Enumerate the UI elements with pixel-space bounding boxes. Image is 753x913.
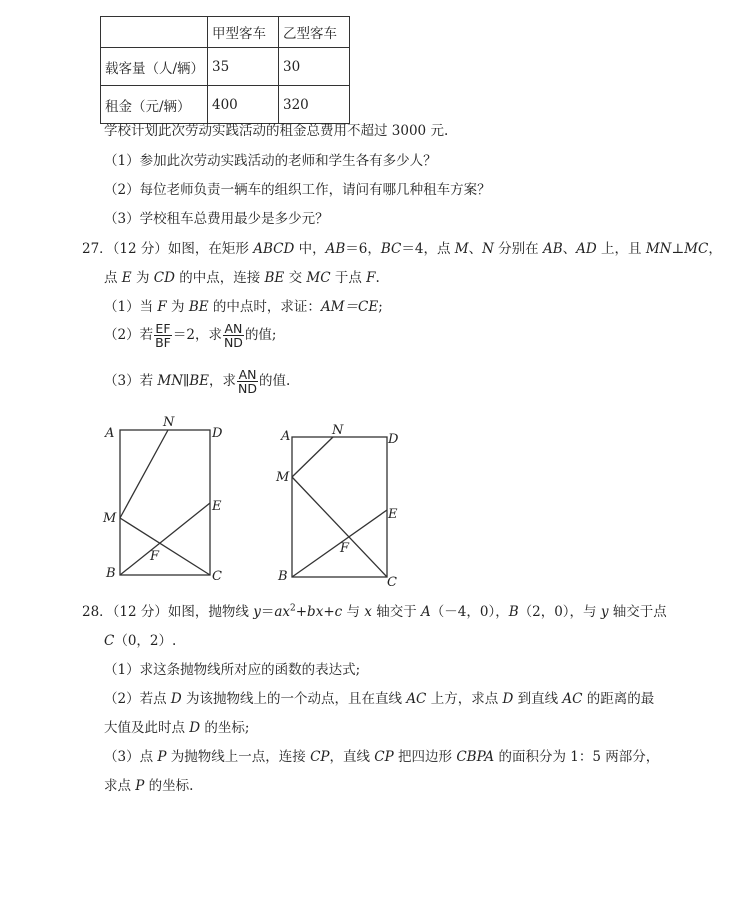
math: F <box>157 299 167 315</box>
math: AC <box>406 691 427 707</box>
label-m: M <box>103 511 117 526</box>
label-e: E <box>388 507 398 522</box>
math: F <box>366 270 376 286</box>
text: 27．（12 分）如图，在矩形 <box>82 241 254 257</box>
table-cell: 30 <box>279 48 350 86</box>
figure-1 <box>120 430 210 575</box>
math: E <box>121 270 132 286</box>
math: x <box>364 604 372 620</box>
math: D <box>170 691 182 707</box>
math: MN∥BE <box>157 373 210 390</box>
text: （3）若 <box>104 373 158 390</box>
label-b: B <box>278 569 288 584</box>
text: 轴交于 <box>371 604 422 620</box>
text: ＝ <box>260 604 275 620</box>
table-cell: 400 <box>208 86 279 124</box>
math: A <box>421 604 431 620</box>
text: 上，且 <box>596 241 646 257</box>
math: CD <box>153 270 175 286</box>
label-a: A <box>105 426 115 441</box>
text: 分别在 <box>493 241 543 257</box>
rectangle-abcd <box>292 437 387 577</box>
math: CP <box>310 749 330 765</box>
label-f: F <box>340 541 350 556</box>
math: B <box>508 604 519 620</box>
label-d: D <box>212 426 223 441</box>
math: AC <box>562 691 583 707</box>
label-a: A <box>281 429 291 444</box>
text: ，求 <box>209 373 237 390</box>
text: 的面积分为 1：5 两部分， <box>494 749 660 765</box>
text: 的中点，连接 <box>174 270 265 286</box>
label-n: N <box>332 423 344 438</box>
text: （3）点 <box>104 749 158 765</box>
table-cell: 35 <box>208 48 279 86</box>
text: 的值. <box>259 373 291 390</box>
text: ， <box>708 241 722 257</box>
label-d: D <box>388 432 399 447</box>
segment-be <box>120 503 210 575</box>
label-n: N <box>163 415 175 430</box>
segment-mc <box>120 518 210 575</box>
fraction-denominator: BF <box>155 335 171 351</box>
text: ; <box>378 299 383 315</box>
text: 于点 <box>330 270 367 286</box>
rectangle-abcd <box>120 430 210 575</box>
math: C <box>104 633 115 649</box>
math: D <box>502 691 514 707</box>
text: 的距离的最 <box>582 691 655 707</box>
math: y <box>600 604 609 620</box>
q26-part1: （1）参加此次劳动实践活动的老师和学生各有多少人？ <box>104 153 437 169</box>
math: BE <box>264 270 285 286</box>
label-f: F <box>150 549 160 564</box>
text: 求点 <box>104 778 136 794</box>
table-cell: 载客量（人/辆） <box>101 48 208 86</box>
text: 交 <box>284 270 307 286</box>
text: 上方，求点 <box>426 691 503 707</box>
label-c: C <box>212 569 222 584</box>
text: 与 <box>342 604 365 620</box>
text: （1）当 <box>104 299 158 315</box>
math: +bx+c <box>295 604 343 620</box>
math: MN⊥MC <box>645 241 709 257</box>
fraction-numerator: EF <box>155 321 171 336</box>
math: BC <box>380 241 402 257</box>
text: 的坐标; <box>200 720 250 736</box>
math: ax <box>274 604 291 620</box>
text: . <box>375 270 380 286</box>
math: P <box>157 749 167 765</box>
q28-part2 <box>104 687 654 707</box>
math: y <box>253 604 261 620</box>
math: N <box>482 241 494 257</box>
text: 的坐标. <box>144 778 194 794</box>
text: 的中点时，求证： <box>208 299 321 315</box>
text: 、 <box>468 241 483 257</box>
segment-mn <box>120 430 168 518</box>
table-cell: 乙型客车 <box>279 17 350 48</box>
text: （2）若 <box>104 327 154 344</box>
q28-line2 <box>104 629 176 649</box>
math: AM＝CE <box>320 299 379 315</box>
q26-part2: （2）每位老师负责一辆车的组织工作，请问有哪几种租车方案？ <box>104 182 491 198</box>
text: （－4，0）， <box>430 604 509 620</box>
text: 为 <box>131 270 154 286</box>
text: ＝6， <box>345 241 381 257</box>
math: BE <box>188 299 209 315</box>
label-b: B <box>106 566 116 581</box>
label-m: M <box>276 470 290 485</box>
text: 、 <box>562 241 577 257</box>
q28-part3 <box>104 745 659 765</box>
text: 中， <box>294 241 326 257</box>
segment-mn <box>292 437 333 477</box>
text: 点 <box>104 270 122 286</box>
label-e: E <box>212 499 222 514</box>
text: 轴交于点 <box>608 604 667 620</box>
text: 大值及此时点 <box>104 720 190 736</box>
text: 把四边形 <box>393 749 457 765</box>
q28-part2-line2 <box>104 716 249 736</box>
label-c: C <box>387 575 397 590</box>
text: 的值; <box>244 327 277 344</box>
fraction-denominator: ND <box>238 381 258 397</box>
table-cell: 320 <box>279 86 350 124</box>
text: （2）若点 <box>104 691 171 707</box>
q28-part3-line2 <box>104 774 193 794</box>
math-exponent: 2 <box>290 603 296 614</box>
text: 为该抛物线上的一个动点，且在直线 <box>181 691 407 707</box>
text: ，直线 <box>329 749 375 765</box>
math: CP <box>374 749 394 765</box>
math: AB <box>325 241 346 257</box>
q26-budget-text: 学校计划此次劳动实践活动的租金总费用不超过 3000 元. <box>104 123 449 139</box>
text: ＝2，求 <box>172 327 222 344</box>
figure-2 <box>292 437 387 577</box>
fraction-numerator: AN <box>224 321 243 336</box>
math: CBPA <box>456 749 495 765</box>
math: M <box>454 241 469 257</box>
math: D <box>189 720 201 736</box>
q28-line1 <box>82 600 667 620</box>
table-cell: 甲型客车 <box>208 17 279 48</box>
text: 到直线 <box>513 691 563 707</box>
text: （0，2）. <box>114 633 177 649</box>
segment-mc <box>292 477 387 577</box>
text: ＝4，点 <box>401 241 455 257</box>
table-cell: 租金（元/辆） <box>101 86 208 124</box>
text: 28．（12 分）如图，抛物线 <box>82 604 254 620</box>
text: 为抛物线上一点，连接 <box>166 749 311 765</box>
math: AD <box>576 241 597 257</box>
figure-2-labels <box>275 423 399 590</box>
q26-part3: （3）学校租车总费用最少是多少元？ <box>104 211 329 227</box>
q28-part1: （1）求这条抛物线所对应的函数的表达式; <box>104 662 361 678</box>
math: ABCD <box>253 241 295 257</box>
text: 为 <box>166 299 189 315</box>
fraction-denominator: ND <box>223 335 243 351</box>
math: P <box>135 778 145 794</box>
fraction-numerator: AN <box>238 367 257 382</box>
math: AB <box>542 241 563 257</box>
text: （2，0），与 <box>518 604 601 620</box>
math: MC <box>306 270 331 286</box>
